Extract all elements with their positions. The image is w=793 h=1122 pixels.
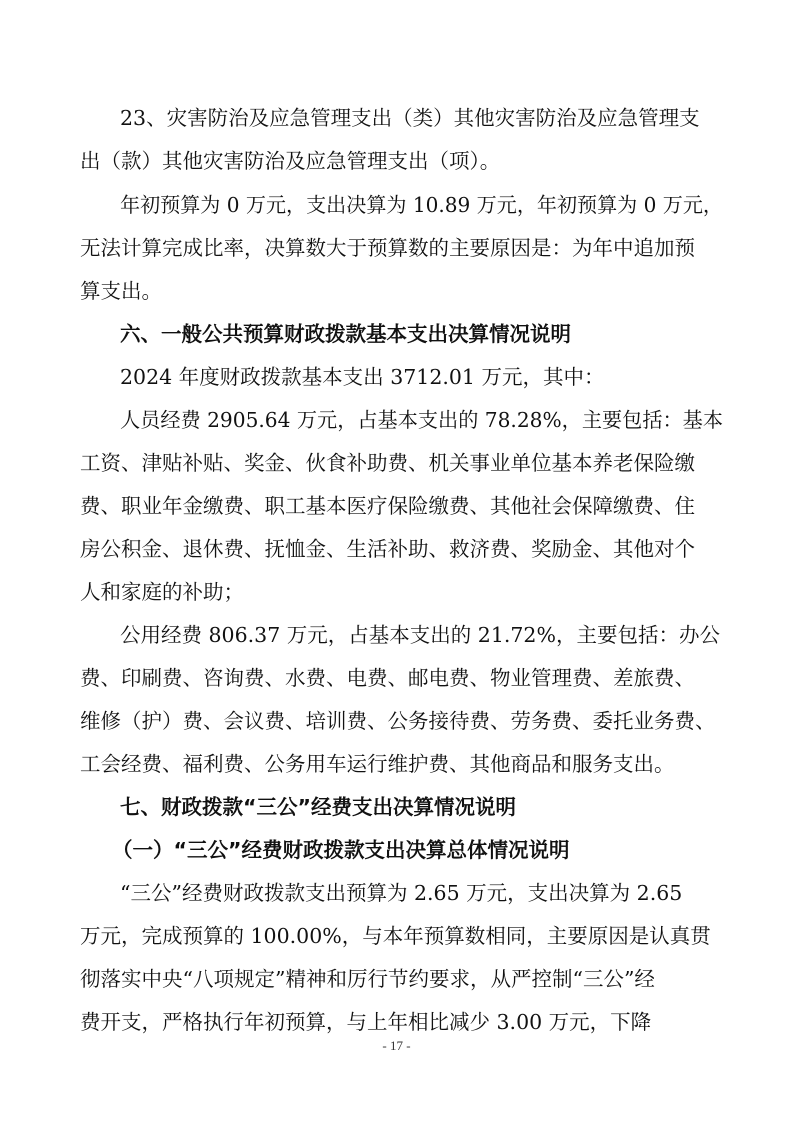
text-line bbox=[0, 1004, 793, 1040]
paragraph-23-line-1: 23、灾害防治及应急管理支出（类）其他灾害防治及应急管理支 bbox=[120, 106, 700, 130]
sangong-paragraph-line-2: 万元，完成预算的 100.00%，与本年预算数相同，主要原因是认真贯 bbox=[80, 924, 711, 948]
section-7-subheading-1: （一）“三公”经费财政拨款支出决算总体情况说明 bbox=[112, 838, 570, 862]
text-line bbox=[0, 359, 793, 395]
public-expense-paragraph-line-1: 公用经费 806.37 万元，占基本支出的 21.72%，主要包括：办公 bbox=[120, 623, 720, 647]
public-expense-paragraph-line-3: 维修（护）费、会议费、培训费、公务接待费、劳务费、委托业务费、 bbox=[80, 709, 716, 733]
personnel-paragraph-line-4: 房公积金、退休费、抚恤金、生活补助、救济费、奖励金、其他对个 bbox=[80, 537, 695, 561]
text-line bbox=[0, 832, 793, 868]
text-line bbox=[0, 918, 793, 954]
text-line bbox=[0, 703, 793, 739]
text-line bbox=[0, 617, 793, 653]
text-line bbox=[0, 660, 793, 696]
sangong-paragraph-line-1: “三公”经费财政拨款支出预算为 2.65 万元，支出决算为 2.65 bbox=[120, 881, 683, 905]
text-line bbox=[0, 187, 793, 223]
text-line bbox=[0, 574, 793, 610]
section-7-heading: 七、财政拨款“三公”经费支出决算情况说明 bbox=[120, 795, 516, 819]
personnel-paragraph-line-5: 人和家庭的补助； bbox=[80, 580, 244, 604]
personnel-paragraph-line-3: 费、职业年金缴费、职工基本医疗保险缴费、其他社会保障缴费、住 bbox=[80, 494, 695, 518]
sangong-paragraph-line-4: 费开支，严格执行年初预算，与上年相比减少 3.00 万元，下降 bbox=[80, 1010, 652, 1034]
page-number: - 17 - bbox=[382, 1038, 411, 1053]
basic-expenditure-total: 2024 年度财政拨款基本支出 3712.01 万元，其中： bbox=[120, 365, 605, 389]
budget-paragraph-line-3: 算支出。 bbox=[80, 279, 162, 303]
text-line bbox=[0, 961, 793, 997]
text-line bbox=[0, 875, 793, 911]
text-line bbox=[0, 488, 793, 524]
budget-paragraph-line-2: 无法计算完成比率，决算数大于预算数的主要原因是：为年中追加预 bbox=[80, 236, 695, 260]
paragraph-23-line-2: 出（款）其他灾害防治及应急管理支出（项）。 bbox=[80, 149, 501, 173]
section-6-heading: 六、一般公共预算财政拨款基本支出决算情况说明 bbox=[120, 322, 571, 346]
personnel-paragraph-line-1: 人员经费 2905.64 万元，占基本支出的 78.28%，主要包括：基本 bbox=[120, 408, 724, 432]
personnel-paragraph-line-2: 工资、津贴补贴、奖金、伙食补助费、机关事业单位基本养老保险缴 bbox=[80, 451, 695, 475]
text-line bbox=[0, 445, 793, 481]
text-line bbox=[0, 746, 793, 782]
text-line bbox=[0, 316, 793, 352]
text-line bbox=[0, 100, 793, 136]
text-line bbox=[0, 143, 793, 179]
text-line bbox=[0, 273, 793, 309]
budget-paragraph-line-1: 年初预算为 0 万元，支出决算为 10.89 万元，年初预算为 0 万元， bbox=[120, 193, 724, 217]
public-expense-paragraph-line-2: 费、印刷费、咨询费、水费、电费、邮电费、物业管理费、差旅费、 bbox=[80, 666, 695, 690]
text-line bbox=[0, 402, 793, 438]
text-line bbox=[0, 230, 793, 266]
text-line bbox=[0, 531, 793, 567]
public-expense-paragraph-line-4: 工会经费、福利费、公务用车运行维护费、其他商品和服务支出。 bbox=[80, 752, 675, 776]
text-line bbox=[0, 789, 793, 825]
sangong-paragraph-line-3: 彻落实中央“八项规定”精神和厉行节约要求，从严控制“三公”经 bbox=[80, 967, 655, 991]
